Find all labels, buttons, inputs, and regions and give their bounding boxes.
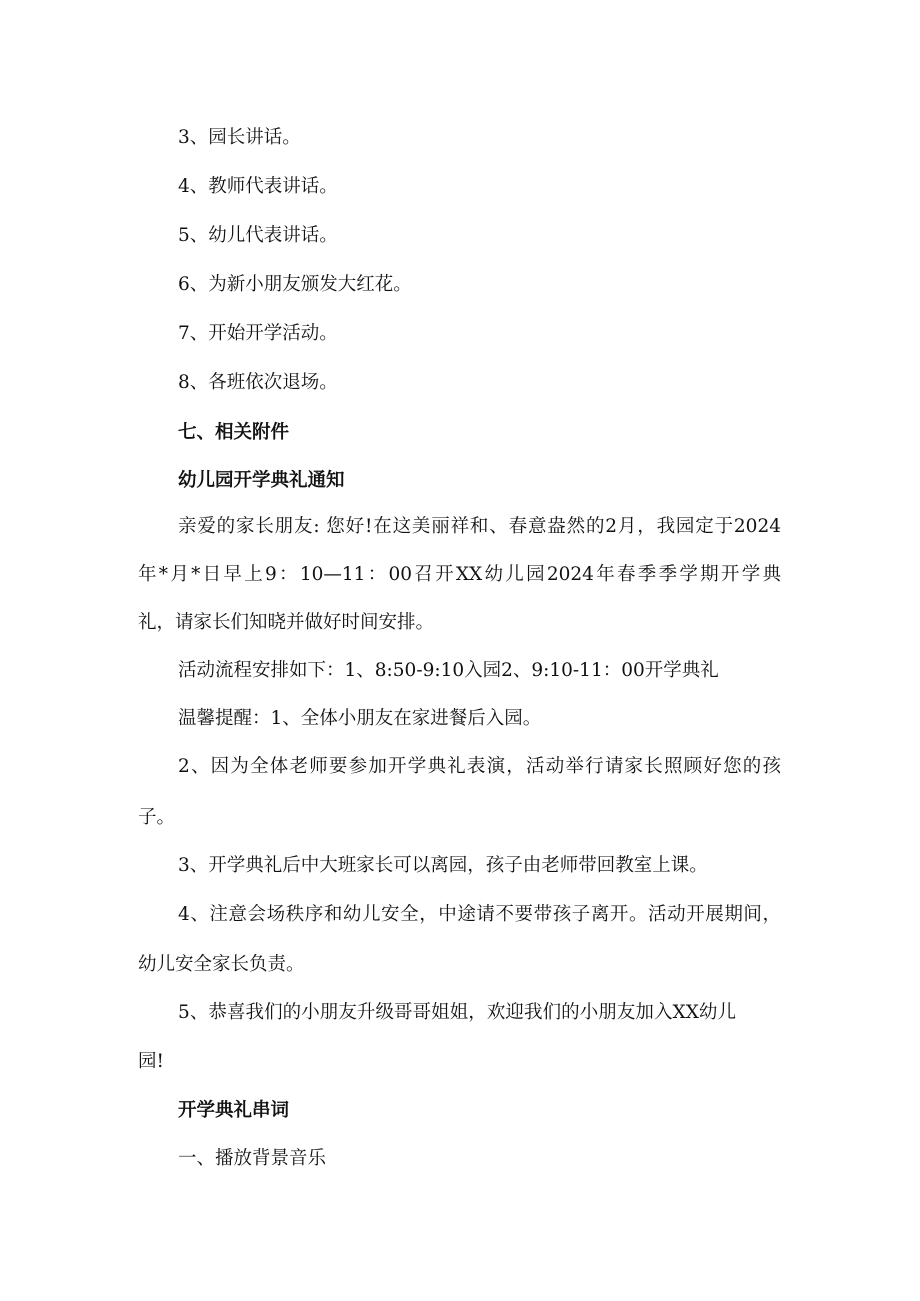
notice-intro-line: 亲爱的家长朋友: 您好!在这美丽祥和、春意盎然的2月，我园定于2024 [178,516,781,537]
notice-schedule: 活动流程安排如下：1、8:50-9:10入园2、9:10-11：00开学典礼 [178,660,719,681]
list-item: 6、为新小朋友颁发大红花。 [178,274,412,295]
notice-reminder: 子。 [138,807,176,828]
notice-title: 幼儿园开学典礼通知 [178,470,345,491]
list-item: 4、教师代表讲话。 [178,176,338,197]
notice-reminder: 幼儿安全家长负责。 [138,954,305,975]
notice-intro-line: 礼，请家长们知晓并做好时间安排。 [138,612,435,633]
section-heading: 七、相关附件 [178,422,290,443]
notice-reminder: 温馨提醒：1、全体小朋友在家进餐后入园。 [178,708,542,729]
list-item: 5、幼儿代表讲话。 [178,225,338,246]
list-item: 7、开始开学活动。 [178,323,338,344]
notice-reminder: 4、注意会场秩序和幼儿安全，中途请不要带孩子离开。活动开展期间， [178,904,781,925]
list-item: 3、园长讲话。 [178,127,301,148]
script-title: 开学典礼串词 [178,1100,290,1121]
notice-reminder: 3、开学典礼后中大班家长可以离园，孩子由老师带回教室上课。 [178,855,708,876]
notice-reminder: 5、恭喜我们的小朋友升级哥哥姐姐，欢迎我们的小朋友加入XX幼儿 [178,1002,736,1023]
notice-reminder: 2、因为全体老师要参加开学典礼表演，活动举行请家长照顾好您的孩 [178,756,781,777]
notice-intro-line: 年*月*日早上9：10—11：00召开XX幼儿园2024年春季季学期开学典 [138,564,781,585]
notice-reminder: 园! [138,1051,164,1072]
script-step: 一、播放背景音乐 [178,1148,327,1169]
list-item: 8、各班依次退场。 [178,372,338,393]
